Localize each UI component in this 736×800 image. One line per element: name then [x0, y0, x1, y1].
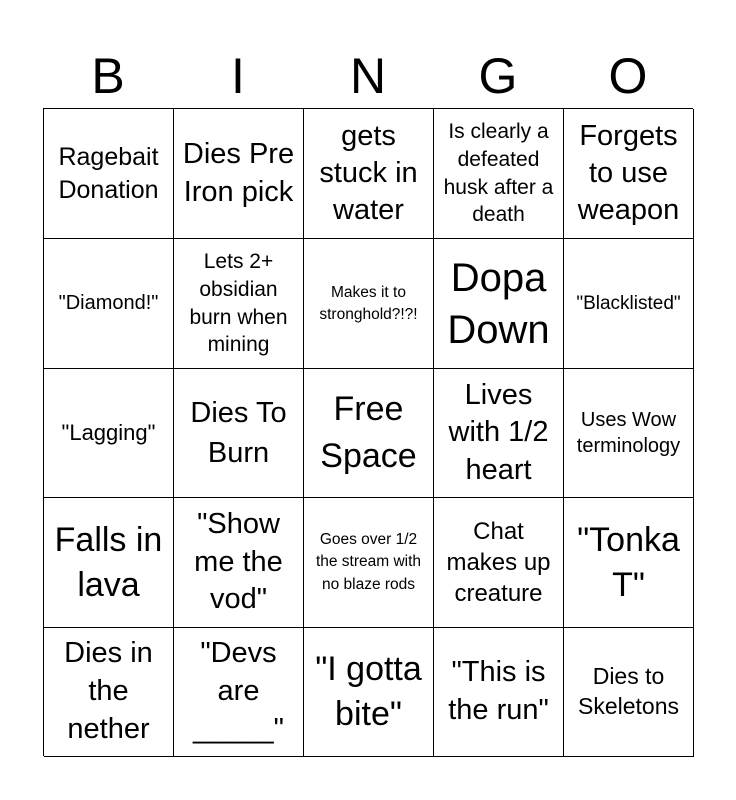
- bingo-cell[interactable]: "Lagging": [44, 369, 174, 498]
- bingo-cell[interactable]: "This is the run": [434, 628, 564, 757]
- bingo-header: [43, 44, 693, 108]
- header-letter-b: B: [91, 48, 125, 104]
- bingo-cell[interactable]: Dies Pre Iron pick: [174, 109, 304, 239]
- bingo-cell[interactable]: Uses Wow terminology: [564, 369, 694, 498]
- bingo-cell[interactable]: Dies To Burn: [174, 369, 304, 498]
- bingo-cell[interactable]: "Diamond!": [44, 239, 174, 369]
- header-letter-n: N: [349, 48, 387, 104]
- bingo-cell[interactable]: Chat makes up creature: [434, 498, 564, 628]
- bingo-cell[interactable]: gets stuck in water: [304, 109, 434, 239]
- bingo-cell[interactable]: Dies in the nether: [44, 628, 174, 757]
- bingo-cell[interactable]: "Blacklisted": [564, 239, 694, 369]
- bingo-cell[interactable]: Lives with 1/2 heart: [434, 369, 564, 498]
- bingo-board: [43, 108, 693, 756]
- bingo-cell[interactable]: Falls in lava: [44, 498, 174, 628]
- header-letter-o: O: [608, 48, 648, 104]
- bingo-cell[interactable]: Free Space: [304, 369, 434, 498]
- bingo-cell[interactable]: Goes over 1/2 the stream with no blaze rods: [304, 498, 434, 628]
- bingo-cell[interactable]: "I gotta bite": [304, 628, 434, 757]
- bingo-cell[interactable]: "Show me the vod": [174, 498, 304, 628]
- bingo-cell[interactable]: Dies to Skeletons: [564, 628, 694, 757]
- bingo-cell[interactable]: Is clearly a defeated husk after a death: [434, 109, 564, 239]
- bingo-cell[interactable]: Makes it to stronghold?!?!: [304, 239, 434, 369]
- bingo-cell[interactable]: Dopa Down: [434, 239, 564, 369]
- header-letter-i: I: [231, 48, 245, 104]
- header-letter-g: G: [478, 48, 518, 104]
- bingo-cell[interactable]: "Tonka T": [564, 498, 694, 628]
- bingo-cell[interactable]: Lets 2+ obsidian burn when mining: [174, 239, 304, 369]
- bingo-cell[interactable]: Ragebait Donation: [44, 109, 174, 239]
- bingo-cell[interactable]: Forgets to use weapon: [564, 109, 694, 239]
- bingo-cell[interactable]: "Devs are _____": [174, 628, 304, 757]
